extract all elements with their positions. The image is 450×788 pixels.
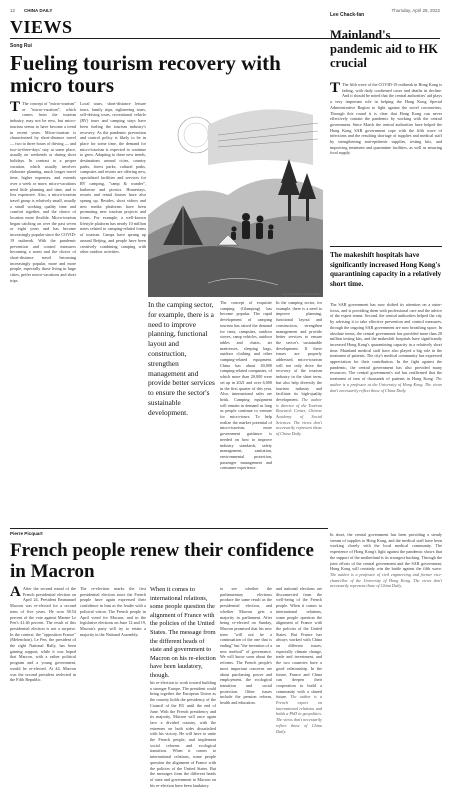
bottom-body-col1: A After the second round of the French presidential election on April 24, President Emmanuel Macron was re-elected for a second term of five years. He won 58.54 percent of the vote against Marine Le Pen's 41.46 percent. The result of this presidential election is not a surprise. In the context, the "opposition France" (Melenchon), Le Pen, the president of the right National Rally, has been gaining support, while it was hoped that Macron, with a rather political program and a young government, would be re-elected. At 44, Macron was the second president reelected in the Fifth Republic. xyxy=(10,584,76,683)
paper-name: CHINA DAILY xyxy=(24,8,53,13)
side-body-1: T The fifth wave of the COVID-19 outbreak in Hong Kong is fading, with daily confirmed cases and deaths in decline. And it should be noted that the central authorities' aid plays a very important role in helping the Hong Kong Special Administrative Region to fight against the novel coronavirus. Through this round it is clear that Hong Kong can never effectively contain the pandemic by working with the central government. Since March the central authorities have helped the Hong Kong SAR government cope with the fifth wave of infections and the resulting shortage of supplies and medical staff by strengthening anti-epidemic supplies, testing kits, and improving treatment and quarantine facilities, as well as ensuring food supply. xyxy=(330,80,442,156)
bottom-rule xyxy=(10,528,328,529)
main-body-col1: T The concept of "micro-tourism" or "micro-vacation", which comes from the tourism industry, may not be new, but micro-tourism seems to have become a trend in recent years. Micro-tourism is characterized by short-distance travel — two to three hours of driving — and two-to-three-days' stay at some place, usually on weekends or during short holidays. In contrast to a proper vacation, which usually involves elaborate planning, much longer travel time, higher expenses, and extends over a week or more, micro-vacations need little planning and time, and is less expensive. Also, a micro-tourism travel group is relatively small, usually a small working quality time and comfort together, and the choice of location more flexible. Micro-tourism began catching on over the past seven or eight years and has become increasingly popular since the COVID-19 outbreak. With the pandemic prevention and control measures becoming a norm and the choice of short-distance travel becoming increasingly popular, more and more people, especially those living in large cities, prefer micro-vacations and short trips. xyxy=(10,99,76,283)
bottom-body-col3: his re-election to work toward building a stronger Europe. The president could bring together the European Union as the country holds the presidency of the Council of the EU until the end of June. With the French presidency and its majority, Macron will once again face a divided country, with the extremes on both sides dissatisfied with his victory. He will have to unite the French people, and implement social reforms and ecological transition. When it comes to international relations, some people question the alignment of France with the policies of the United States. But the messages from the different heads of state and government to Macron on his re-election have been laudatory. xyxy=(150,680,216,788)
drop-cap: T xyxy=(10,99,21,115)
bottom-headline: French people renew their confidence in Macron xyxy=(10,540,314,582)
bottom-author: Pierre Picquart xyxy=(10,531,43,536)
masthead xyxy=(10,8,440,18)
side-pull-rule xyxy=(330,246,442,247)
main-author-note: The author is director of the Tourism Research Center, Chinese Academy of Social Sciences. The views don't necessarily represent those of China Daily. xyxy=(276,396,323,437)
bottom-body-col5: and national elections are disconnected from the well-being of the French people. When it comes to international relations, some people question the alignment of France with the policies of the United States. But France has always worked with China on different issues, especially climate change, trade and investment, and the two countries have a good relationship. In the future, France and China can deepen their cooperation to build a community with a shared future. The author is a French expert on international relations and holds a PhD in geopolitics. The views don't necessarily reflect those of China Daily. xyxy=(276,586,322,734)
side-author-note: The author is a professor at the University of Hong Kong. The views don't necessarily reflect those of China Daily. xyxy=(330,376,442,393)
bottom-pull-quote: When it comes to international relations, some people question the alignment of France with the policies of the United States. The message from the different heads of state and government to Macron on his re-election have been laudatory, though. xyxy=(150,586,216,679)
side-drop-cap: T xyxy=(330,80,341,96)
main-pull-quote: In the camping sector, for example, there is a need to improve planning, functional layout and construction, strengthen management and provide better services to ensure the sector's sustainable development. xyxy=(148,300,215,417)
main-headline: Fueling tourism recovery with micro tours xyxy=(10,51,281,97)
main-body-col5: In the camping sector, for example, there is a need to improve planning, functional layout and construction, strengthen management and provide better services to ensure the sector's sustainable development. If these issues are properly addressed, micro-tourism will not only drive the recovery of the tourism industry in the short term, but also help diversify the tourism industry and facilitate its high-quality development. The author is director of the Tourism Research Center, Chinese Academy of Social Sciences. The views don't necessarily represent those of China Daily. xyxy=(276,300,323,437)
side-body-2: The SAR government has now shifted its attention on a outer-focus, and is providing them with professional care and the advice of the expert teams. Second, the central authorities helped the city by advising it to take effective prevention and control measures, through the ongoing SAR government are now breathing space. In absolute terms, the central government has provided more than 20 million testing kits, and the makeshift hospitals have significantly increased Hong Kong's quarantining capacity in a relatively short time. Mainland medical staff have also played a big role in the treatment of patients. The city's medical community has expressed appreciation for their contribution. In the fight against the pandemic, the central government has also provided many resources. The central government's aid has reaffirmed that the treatment of tens of thousands of patients in Hong Kong. The author is a professor at the University of Hong Kong. The views don't necessarily reflect those of China Daily. xyxy=(330,302,442,393)
camping-family-illustration xyxy=(148,95,323,297)
page-number: 12 xyxy=(10,8,16,13)
bottom-body-col4: to see whether the parliamentary elections produce the same result as the presidential election, and whether Macron gets a majority in parliament. After being re-elected on Sunday, Macron promised that his new term "will not be a continuation of the one that is ending" but "the invention of a new method" of governance. We will know soon about the reforms. The French people's most important concerns are about purchasing power and employment, the ecological transition and social protection. Other issues include the pension reform, health and education. xyxy=(220,586,272,706)
bottom-author-note: The author is a French expert on international relations and holds a PhD in geopolitics. The views don't necessarily reflect those of China Daily. xyxy=(276,694,322,734)
side-bottom-author-note: The author is a professor of civil engineering and former vice-chancellor of the University of Hong Kong. The views don't necessarily represent those of China Daily. xyxy=(330,571,442,589)
side-pull-quote: The makeshift hospitals have significantly increased Hong Kong's quarantining capacity in a relatively short time. xyxy=(330,251,442,288)
illustration-credit: MA XUEJING / CHINA DAILY xyxy=(282,292,322,296)
main-body-col4: The concept of exquisite camping (Glamping) has become popular. The rapid development of camping tourism has raised the demand for tents, campsites, outdoor stoves, camp vehicles, outdoor tables and chairs, air mattresses, sleeping bags, outdoor clothing and other camping-related equipment. China has about 40,000 camping-related companies, of which more than 20,000 were set up in 2021 and over 6,000 in the first quarter of this year. Also, international sales are brisk. Camping equipment will remain in demand as long as people continue to venture for micro-tours. To help realize the market potential of micro-tourism, more government guidance is needed on how to improve industry standards, safety management, sanitation, environmental protection, passenger management and consumer experience. xyxy=(220,300,272,471)
bottom-body-col2: The re-election marks the first presidential election since the French people have again expressed their confidence in him as the leader with a political vision. The French people in April voted for Macron, and in the legislative elections on June 12 and 19, Macron's party will try to retain a majority in the National Assembly. xyxy=(80,586,146,637)
bottom-drop-cap: A xyxy=(10,584,21,600)
side-bottom-body: In short, the central government has been providing a steady stream of supplies to Hong Kong, and the medical staff have been working closely with the local medical community. The experience of Hong Kong's fight against the pandemic shows that the support of the motherland is its strongest backing. Through the joint efforts of the central government and the SAR government, Hong Kong will certainly win the battle against the fifth wave. The author is a professor of civil engineering and former vice-chancellor of the University of Hong Kong. The views don't necessarily represent those of China Daily. xyxy=(330,532,442,589)
side-author: Lee Chack-fan xyxy=(330,12,365,18)
side-headline: Mainland's pandemic aid to HK crucial xyxy=(330,28,438,70)
main-body-col2: Local tours, short-distance leisure tours, family trips, sightseeing tours, self-driving tours, recreational vehicle (RV) tours and camping stays have been fueling the tourism industry's recovery. As the pandemic prevention and control policy is likely to be in place for some time, the demand for micro-tourism is expected to continue to grow. Adapting to these new trends, destinations around cities, country parks, forest parks, cultural parks, campsites and resorts are offering new, specialized facilities and services for RV camping, "camp & wander", barbecue and picnics. Homestays, resorts and rental houses have also sprung up. Besides, short videos and new media platforms have been promoting new tourism projects and forms. For example, a well-known lifestyle platform has nearly 10 million notes related to camping-related forms of tourism. Camps have sprung up around Beijing, and people have been creatively combining camping with other outdoor activities. xyxy=(80,101,146,255)
main-author: Song Rui xyxy=(10,43,32,49)
issue-date: Thursday, April 28, 2022 xyxy=(391,8,440,13)
section-title: VIEWS xyxy=(10,17,73,37)
